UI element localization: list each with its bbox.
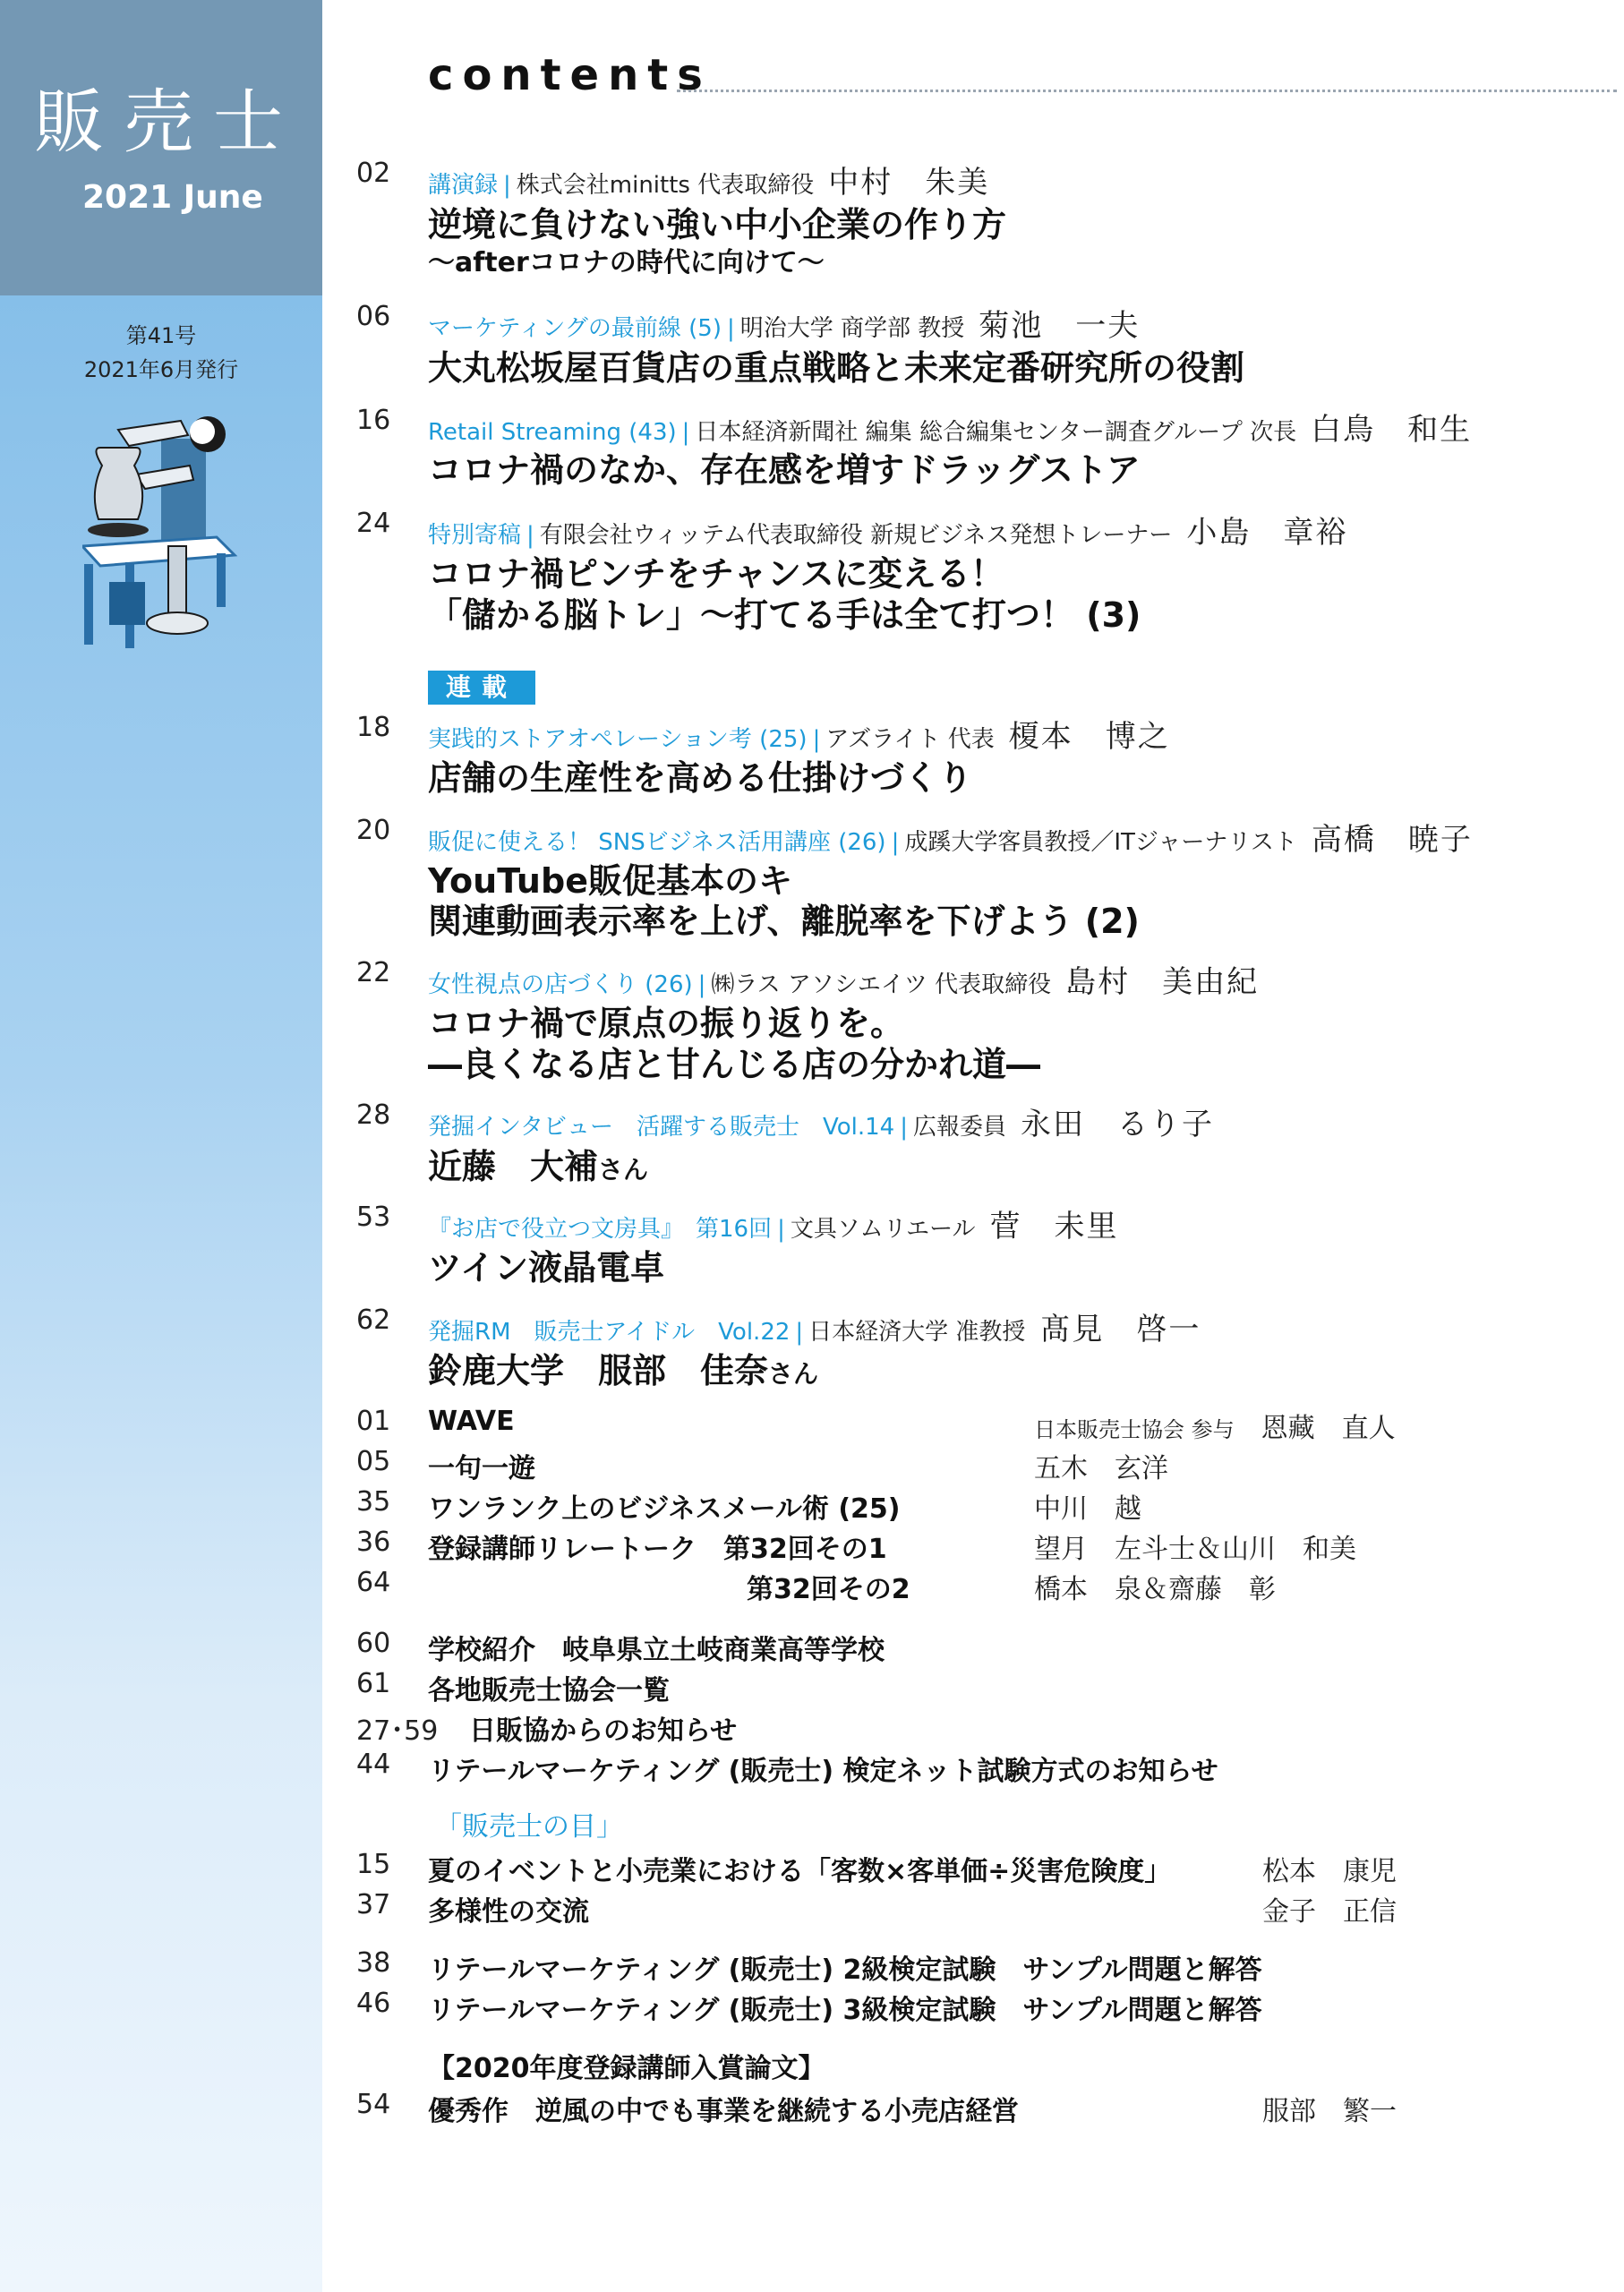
entry-page: 06 — [356, 301, 391, 332]
eye-title[interactable]: 多様性の交流 — [428, 1896, 589, 1928]
eye-person: 松本 康児 — [1262, 1856, 1397, 1887]
regular-page: 05 — [356, 1446, 391, 1477]
series-title-line2: 関連動画表示率を上げ、離脱率を下げよう (2) — [428, 902, 1140, 941]
series-page: 22 — [356, 957, 391, 988]
regular-affiliation: 日本販売士協会 参与 — [1034, 1417, 1235, 1442]
series-title-line2: ―良くなる店と甘んじる店の分かれ道― — [428, 1045, 1041, 1084]
info-page: 44 — [356, 1749, 391, 1780]
regular-page: 36 — [356, 1527, 391, 1558]
entry-affiliation: 有限会社ウィッテム代表取締役 新規ビジネス発想トレーナー — [539, 522, 1173, 549]
info-title[interactable]: 各地販売士協会一覧 — [428, 1675, 670, 1706]
series-category: 『お店で役立つ文房具』 第16回 — [428, 1216, 773, 1243]
entry-title[interactable]: 大丸松坂屋百貨店の重点戦略と未来定番研究所の役割 — [428, 348, 1245, 388]
series-author: 髙見 啓一 — [1039, 1312, 1201, 1347]
series-affiliation: 広報委員 — [912, 1114, 1006, 1141]
entry-affiliation: 明治大学 商学部 教授 — [739, 315, 965, 342]
series-category: 発掘RM 販売士アイドル Vol.22 — [428, 1319, 791, 1346]
regular-author — [1034, 1406, 1396, 1445]
entry-author: 白鳥 和生 — [1311, 412, 1473, 448]
issue-number: 第41号 — [125, 323, 197, 348]
series-author: 永田 るり子 — [1021, 1107, 1214, 1142]
entry-meta: 特別寄稿 | 有限会社ウィッテム代表取締役 新規ビジネス発想トレーナー 小島 章裕 — [428, 515, 1348, 551]
regular-page: 64 — [356, 1567, 391, 1598]
series-meta: 『お店で役立つ文房具』 第16回 | 文具ソムリエール 菅 未里 — [428, 1209, 1119, 1244]
series-affiliation: アズライト 代表 — [825, 726, 995, 753]
info-page: 61 — [356, 1668, 391, 1699]
entry-affiliation: 日本経済新聞社 編集 総合編集センター調査グループ 次長 — [695, 419, 1297, 446]
series-page: 20 — [356, 815, 391, 846]
regular-person: 恩藏 直人 — [1261, 1413, 1396, 1444]
entry-title[interactable]: 逆境に負けない強い中小企業の作り方 — [428, 205, 1007, 244]
eye-section-heading: 「販売士の目」 — [435, 1811, 623, 1843]
honorific: さん — [598, 1155, 649, 1184]
entry-category: Retail Streaming (43) — [428, 419, 677, 446]
entry-page: 02 — [356, 158, 391, 189]
series-category: 実践的ストアオペレーション考 (25) — [428, 726, 808, 753]
exam-title[interactable]: リテールマーケティング (販売士) 2級検定試験 サンプル問題と解答 — [428, 1954, 1262, 1986]
series-meta: 販促に使える！ SNSビジネス活用講座 (26) | 成蹊大学客員教授／ITジャーナリスト 高橋 暁子 — [428, 822, 1473, 858]
issue-date-en: 2021 June — [82, 179, 263, 216]
sidebar — [0, 0, 322, 2292]
entry-page: 16 — [356, 405, 391, 436]
series-author: 菅 未里 — [989, 1209, 1119, 1244]
regular-person: 五木 玄洋 — [1034, 1453, 1168, 1484]
series-title[interactable] — [428, 1343, 818, 1392]
series-meta: 発掘RM 販売士アイドル Vol.22 | 日本経済大学 准教授 髙見 啓一 — [428, 1312, 1201, 1347]
eye-title[interactable]: 夏のイベントと小売業における「客数×客単価÷災害危険度」 — [428, 1856, 1172, 1887]
title-divider — [677, 90, 1617, 92]
series-title[interactable]: 店舗の生産性を高める仕掛けづくり — [428, 758, 973, 798]
series-category: 販促に使える！ SNSビジネス活用講座 (26) — [428, 829, 886, 856]
award-heading: 【2020年度登録講師入賞論文】 — [428, 2053, 825, 2084]
entry-author: 中村 朱美 — [828, 165, 990, 201]
entry-meta: マーケティングの最前線 (5) | 明治大学 商学部 教授 菊池 一夫 — [428, 308, 1141, 344]
series-author: 榎本 博之 — [1008, 719, 1170, 755]
series-meta: 女性視点の店づくり (26) | ㈱ラス アソシエイツ 代表取締役 島村 美由紀 — [428, 964, 1260, 1000]
entry-meta: Retail Streaming (43) | 日本経済新聞社 編集 総合編集センター調査グループ 次長 白鳥 和生 — [428, 412, 1473, 448]
series-title[interactable]: YouTube販促基本のキ — [428, 861, 792, 901]
regular-title[interactable]: 登録講師リレートーク 第32回その1 — [428, 1534, 887, 1565]
exam-page: 46 — [356, 1988, 391, 2019]
series-affiliation: ㈱ラス アソシエイツ 代表取締役 — [711, 971, 1052, 998]
award-page: 54 — [356, 2089, 391, 2120]
series-title[interactable]: コロナ禍で原点の振り返りを。 — [428, 1004, 905, 1043]
series-title-text: 鈴鹿大学 服部 佳奈 — [428, 1351, 769, 1390]
series-page: 18 — [356, 712, 391, 743]
info-page: 60 — [356, 1628, 391, 1659]
entry-category: マーケティングの最前線 (5) — [428, 315, 722, 342]
series-page: 28 — [356, 1099, 391, 1131]
entry-author: 小島 章裕 — [1186, 515, 1348, 551]
magazine-title: 販売士 — [34, 82, 303, 163]
info-page: 27･59 — [356, 1715, 439, 1747]
rensai-badge: 連載 — [428, 671, 535, 705]
series-category: 発掘インタビュー 活躍する販売士 Vol.14 — [428, 1114, 895, 1141]
potter-at-wheel-illustration — [82, 412, 244, 654]
series-author: 高橋 暁子 — [1311, 822, 1473, 858]
entry-title[interactable]: コロナ禍のなか、存在感を増すドラッグストア — [428, 450, 1141, 490]
eye-page: 15 — [356, 1849, 391, 1880]
eye-page: 37 — [356, 1889, 391, 1920]
series-author: 島村 美由紀 — [1065, 964, 1260, 1000]
info-title[interactable]: リテールマーケティング (販売士) 検定ネット試験方式のお知らせ — [428, 1756, 1218, 1787]
regular-page: 35 — [356, 1486, 391, 1518]
contents-title: contents — [428, 50, 712, 100]
regular-title[interactable]: WAVE — [428, 1406, 515, 1437]
series-affiliation: 文具ソムリエール — [790, 1216, 976, 1243]
regular-title[interactable]: 第32回その2 — [747, 1574, 910, 1605]
regular-person: 中川 越 — [1034, 1493, 1141, 1525]
exam-page: 38 — [356, 1947, 391, 1979]
info-title[interactable]: 学校紹介 岐阜県立土岐商業高等学校 — [428, 1635, 885, 1666]
entry-affiliation: 株式会社minitts 代表取締役 — [516, 172, 815, 199]
regular-title[interactable]: 一句一遊 — [428, 1453, 535, 1484]
entry-title-line2: 「儲かる脳トレ」～打てる手は全て打つ！ (3) — [428, 595, 1141, 635]
series-category: 女性視点の店づくり (26) — [428, 971, 693, 998]
regular-person: 橋本 泉＆齋藤 彰 — [1034, 1574, 1276, 1605]
entry-author: 菊池 一夫 — [979, 308, 1141, 344]
entry-category: 講演録 — [428, 172, 499, 199]
regular-person: 望月 左斗士＆山川 和美 — [1034, 1534, 1356, 1565]
series-affiliation: 成蹊大学客員教授／ITジャーナリスト — [904, 829, 1297, 856]
series-title-text: 近藤 大補 — [428, 1147, 599, 1186]
award-title[interactable]: 優秀作 逆風の中でも事業を継続する小売店経営 — [428, 2096, 1019, 2127]
eye-person: 金子 正信 — [1262, 1896, 1397, 1928]
award-person: 服部 繁一 — [1262, 2096, 1397, 2127]
entry-meta: 講演録 | 株式会社minitts 代表取締役 中村 朱美 — [428, 165, 990, 201]
brand-box — [0, 0, 322, 295]
entry-subtitle: ～afterコロナの時代に向けて～ — [428, 247, 825, 278]
info-title[interactable]: 日販協からのお知らせ — [469, 1715, 738, 1747]
entry-category: 特別寄稿 — [428, 522, 522, 549]
regular-title[interactable]: ワンランク上のビジネスメール術 (25) — [428, 1493, 901, 1525]
series-affiliation: 日本経済大学 准教授 — [808, 1319, 1026, 1346]
regular-page: 01 — [356, 1406, 391, 1437]
entry-page: 24 — [356, 508, 391, 539]
series-title[interactable]: ツイン液晶電卓 — [428, 1248, 665, 1287]
series-meta: 発掘インタビュー 活躍する販売士 Vol.14 | 広報委員 永田 るり子 — [428, 1107, 1214, 1142]
series-page: 53 — [356, 1202, 391, 1233]
series-title[interactable] — [428, 1139, 648, 1188]
entry-title[interactable]: コロナ禍ピンチをチャンスに変える！ — [428, 554, 1004, 594]
series-meta: 実践的ストアオペレーション考 (25) | アズライト 代表 榎本 博之 — [428, 719, 1170, 755]
honorific: さん — [768, 1359, 819, 1389]
issue-date-jp: 2021年6月発行 — [83, 357, 239, 382]
series-page: 62 — [356, 1304, 391, 1336]
exam-title[interactable]: リテールマーケティング (販売士) 3級検定試験 サンプル問題と解答 — [428, 1995, 1262, 2026]
